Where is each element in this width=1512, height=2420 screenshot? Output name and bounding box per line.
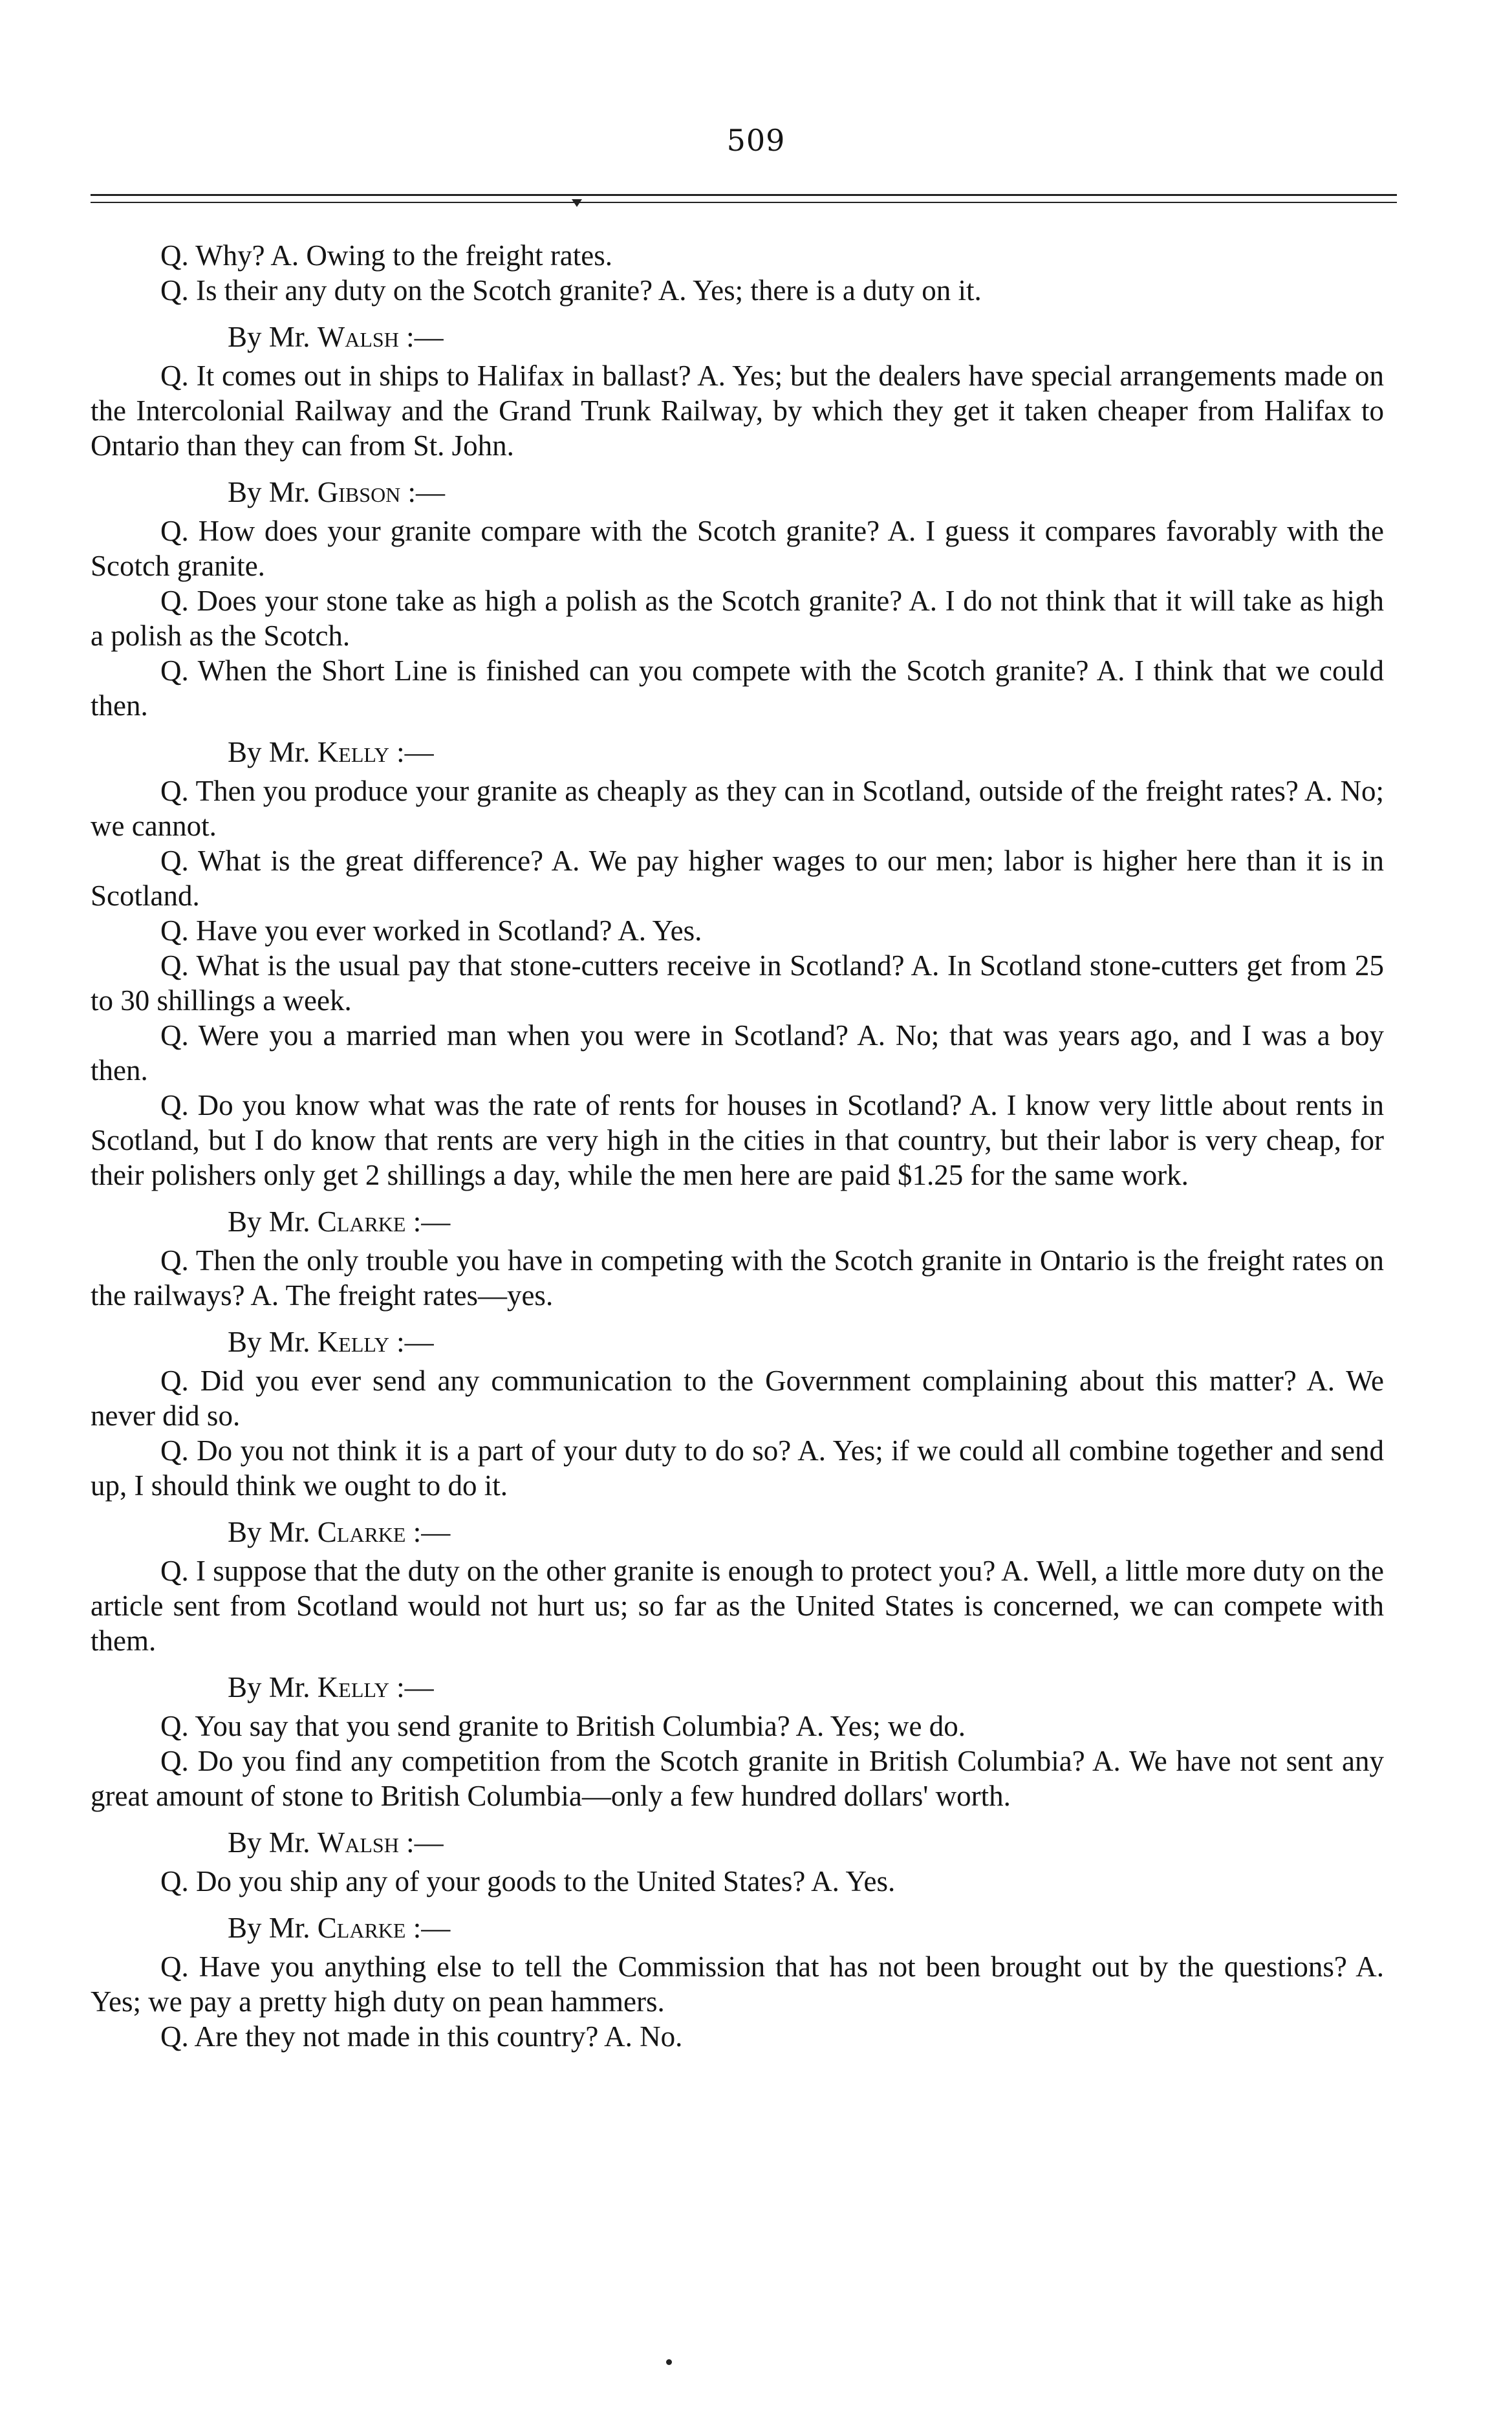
speaker-suffix: :— <box>413 1516 451 1548</box>
speaker-name: Clarke <box>317 1205 406 1238</box>
speaker-suffix: :— <box>406 1826 444 1859</box>
speaker-heading <box>91 475 1384 510</box>
speaker-suffix: :— <box>407 476 446 508</box>
speaker-suffix: :— <box>396 1671 434 1703</box>
speaker-prefix: By Mr. <box>228 321 310 353</box>
qa-paragraph: Q. You say that you send granite to British Columbia? A. Yes; we do. <box>160 1710 966 1742</box>
testimony-body <box>91 238 1384 2054</box>
qa-paragraph: Q. Is their any duty on the Scotch granite? A. Yes; there is a duty on it. <box>160 274 982 307</box>
speaker-prefix: By Mr. <box>228 476 310 508</box>
qa-paragraph: Q. Were you a married man when you were in Scotland? A. No; that was years ago, and I was a boy then. <box>91 1019 1384 1086</box>
speaker-heading <box>91 1910 1384 1945</box>
qa-paragraph: Q. How does your granite compare with the Scotch granite? A. I guess it compares favorably with the Scotch granite. <box>91 515 1384 582</box>
speaker-name: Kelly <box>317 1671 389 1703</box>
speaker-name: Clarke <box>317 1912 406 1944</box>
qa-paragraph: Q. What is the great difference? A. We pay higher wages to our men; labor is higher here than it is in Scotland. <box>91 845 1384 912</box>
speaker-heading <box>91 735 1384 770</box>
speaker-name: Clarke <box>317 1516 406 1548</box>
speaker-prefix: By Mr. <box>228 1516 310 1548</box>
speaker-suffix: :— <box>406 321 444 353</box>
qa-paragraph: Q. Do you find any competition from the Scotch granite in British Columbia? A. We have not sent any great amount of stone to British Columbia—only a few hundred dollars' worth. <box>91 1745 1384 1812</box>
qa-paragraph: Q. Why? A. Owing to the freight rates. <box>160 239 613 272</box>
page-dot-mark <box>666 2359 672 2365</box>
speaker-prefix: By Mr. <box>228 1826 310 1859</box>
qa-paragraph: Q. Do you ship any of your goods to the United States? A. Yes. <box>160 1865 896 1897</box>
speaker-prefix: By Mr. <box>228 1326 310 1358</box>
qa-paragraph: Q. Do you know what was the rate of rents for houses in Scotland? A. I know very little about rents in Scotland, but I do know that rents are very high in the cities in that country, but their labor is very cheap, for their polishers only get 2 shillings a day, while the men here are paid $1.25 for the same work. <box>91 1089 1384 1191</box>
header-rule-ornament <box>572 199 582 207</box>
speaker-prefix: By Mr. <box>228 1671 310 1703</box>
qa-paragraph: Q. Have you ever worked in Scotland? A. Yes. <box>160 914 702 947</box>
speaker-suffix: :— <box>413 1912 451 1944</box>
header-rule-top <box>91 194 1397 196</box>
speaker-heading <box>91 1515 1384 1550</box>
speaker-suffix: :— <box>396 1326 434 1358</box>
qa-paragraph: Q. Does your stone take as high a polish as the Scotch granite? A. I do not think that it will take as high a polish as the Scotch. <box>91 585 1384 652</box>
qa-paragraph: Q. I suppose that the duty on the other granite is enough to protect you? A. Well, a little more duty on the article sent from Scotland would not hurt us; so far as the United States is concerned, we can compete with them. <box>91 1555 1384 1657</box>
page-number: 509 <box>726 123 786 158</box>
speaker-heading <box>91 1204 1384 1239</box>
qa-paragraph: Q. What is the usual pay that stone-cutters receive in Scotland? A. In Scotland stone-cutters get from 25 to 30 shillings a week. <box>91 949 1384 1017</box>
speaker-prefix: By Mr. <box>228 1205 310 1238</box>
qa-paragraph: Q. Do you not think it is a part of your duty to do so? A. Yes; if we could all combine together and send up, I should think we ought to do it. <box>91 1434 1384 1502</box>
speaker-suffix: :— <box>396 736 434 768</box>
speaker-prefix: By Mr. <box>228 736 310 768</box>
speaker-heading <box>91 1670 1384 1705</box>
speaker-heading <box>91 319 1384 354</box>
qa-paragraph: Q. Have you anything else to tell the Commission that has not been brought out by the questions? A. Yes; we pay a pretty high duty on pean hammers. <box>91 1950 1384 2018</box>
speaker-suffix: :— <box>413 1205 451 1238</box>
speaker-heading <box>91 1324 1384 1359</box>
qa-paragraph: Q. Then you produce your granite as cheaply as they can in Scotland, outside of the freight rates? A. No; we cannot. <box>91 775 1384 842</box>
qa-paragraph: Q. Then the only trouble you have in competing with the Scotch granite in Ontario is the freight rates on the railways? A. The freight rates—yes. <box>91 1244 1384 1312</box>
qa-paragraph: Q. It comes out in ships to Halifax in ballast? A. Yes; but the dealers have special arrangements made on the Intercolonial Railway and the Grand Trunk Railway, by which they get it taken cheaper from Halifax to Ontario than they can from St. John. <box>91 360 1384 462</box>
speaker-prefix: By Mr. <box>228 1912 310 1944</box>
speaker-name: Walsh <box>317 321 399 353</box>
speaker-name: Kelly <box>317 1326 389 1358</box>
qa-paragraph: Q. Are they not made in this country? A. No. <box>160 2020 683 2053</box>
speaker-name: Gibson <box>317 476 401 508</box>
speaker-name: Walsh <box>317 1826 399 1859</box>
qa-paragraph: Q. Did you ever send any communication to the Government complaining about this matter? A. We never did so. <box>91 1365 1384 1432</box>
qa-paragraph: Q. When the Short Line is finished can you compete with the Scotch granite? A. I think that we could then. <box>91 654 1384 722</box>
speaker-name: Kelly <box>317 736 389 768</box>
speaker-heading <box>91 1825 1384 1860</box>
header-rule-bottom <box>91 202 1397 203</box>
